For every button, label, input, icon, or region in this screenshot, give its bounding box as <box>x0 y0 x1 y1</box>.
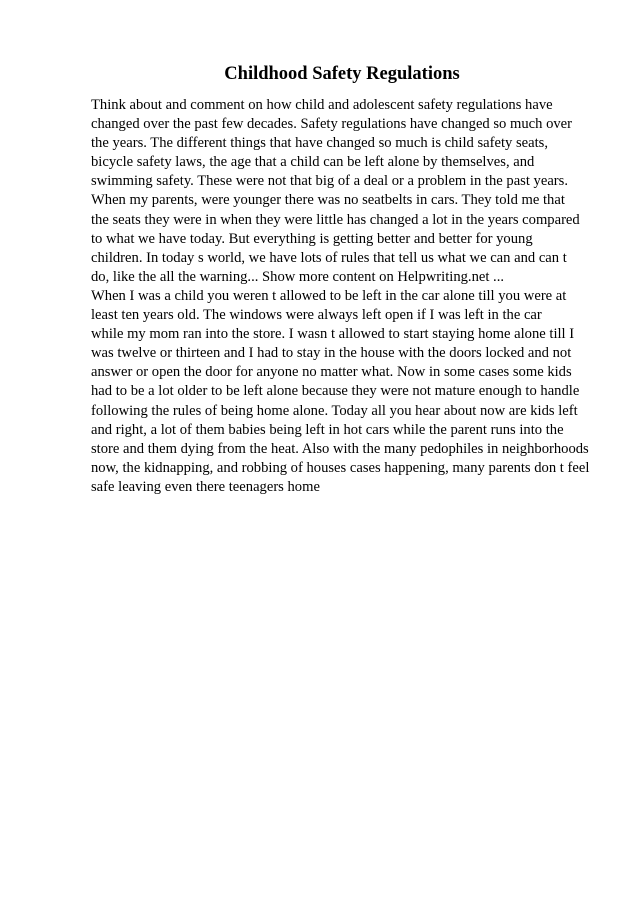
body-line: the seats they were in when they were little has changed a lot in the years compared <box>91 211 580 228</box>
body-line: bicycle safety laws, the age that a child can be left alone by themselves, and <box>91 154 535 171</box>
body-line: do, like the all the warning... Show more content on Helpwriting.net ... <box>91 268 505 285</box>
body-line: and right, a lot of them babies being left in hot cars while the parent runs into the <box>91 421 564 438</box>
body-line: while my mom ran into the store. I wasn t allowed to start staying home alone till I <box>91 326 575 343</box>
body-line: answer or open the door for anyone no matter what. Now in some cases some kids <box>91 364 572 381</box>
body-line: When my parents, were younger there was no seatbelts in cars. They told me that <box>91 192 565 209</box>
body-line: had to be a lot older to be left alone because they were not mature enough to handle <box>91 383 580 400</box>
body-line: When I was a child you weren t allowed to be left in the car alone till you were at <box>91 287 567 304</box>
body-line: safe leaving even there teenagers home <box>91 478 320 495</box>
body-line: swimming safety. These were not that big of a deal or a problem in the past years. <box>91 173 568 190</box>
body-line: store and them dying from the heat. Also with the many pedophiles in neighborhoods <box>91 440 589 457</box>
body-line: least ten years old. The windows were always left open if I was left in the car <box>91 307 542 324</box>
body-line: Think about and comment on how child and adolescent safety regulations have <box>91 97 553 113</box>
body-line: to what we have today. But everything is getting better and better for young <box>91 230 533 247</box>
body-line: changed over the past few decades. Safety regulations have changed so much over <box>91 116 573 133</box>
body-line: following the rules of being home alone. Today all you hear about now are kids left <box>91 402 578 419</box>
body-line: now, the kidnapping, and robbing of houses cases happening, many parents don t feel <box>91 459 590 476</box>
body-line: the years. The different things that have changed so much is child safety seats, <box>91 135 549 152</box>
body-line: was twelve or thirteen and I had to stay in the house with the doors locked and not <box>91 345 572 362</box>
document-title: Childhood Safety Regulations <box>224 64 460 84</box>
body-line: children. In today s world, we have lots of rules that tell us what we can and can t <box>91 249 567 266</box>
document-body <box>91 96 611 497</box>
